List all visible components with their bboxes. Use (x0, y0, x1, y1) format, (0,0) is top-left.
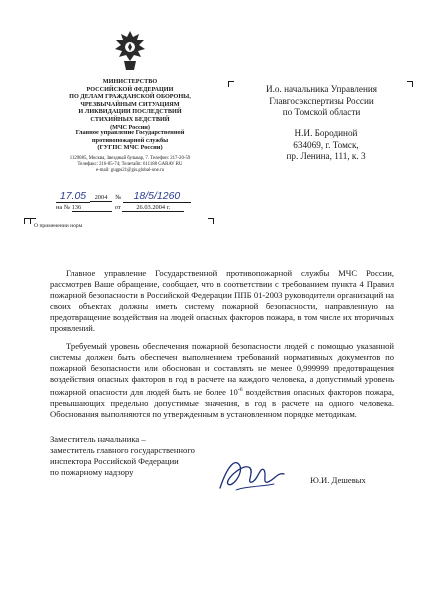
signatory-position (50, 434, 195, 478)
org-line: СТИХИЙНЫХ БЕДСТВИЙ (90, 115, 170, 123)
paragraph-exponent: -6 (237, 387, 243, 394)
subject-bracket-right (208, 218, 214, 224)
sender-department (30, 129, 230, 152)
signatory-name: Ю.И. Дешевых (310, 475, 366, 485)
reference-registration (56, 204, 184, 212)
ref-date: 26.03.2004 г. (122, 204, 184, 212)
body-paragraph (50, 341, 394, 419)
handwritten-signature-icon (210, 454, 290, 498)
ref-from-label: от (114, 204, 121, 211)
org-line: (МЧС России) (110, 123, 150, 131)
contact-line: e-mail: gugps21@gis.global-one.ru (96, 168, 164, 173)
position-line: по пожарному надзору (50, 466, 134, 477)
position-line: инспектора Российской Федерации (50, 455, 179, 466)
body-paragraph: Главное управление Государственной противопожарной службы МЧС России, рассмотрев Ваше обращение, сообщает, что в соответствии с требованием пункта 4 Правил пожарной безопасности в Российской Федерации ППБ 01-2003 руководители организаций на своих объектах должны иметь систему пожарной безопасности, направленную на предотвращение воздействия на людей опасных факторов пожара, в том числе их вторичных проявлений. (50, 268, 394, 333)
paragraph-text: Требуемый уровень обеспечения пожарной безопасности людей с помощью указанной системы должен быть обеспечен выполнением требований нормативных документов по пожарной безопасности или обоснован и составлять не менее 0,999999 предотвращения воздействия опасных факторов в год в расчете на каждого человека, а допустимый уровень пожарной опасности для людей быть не более 10 (50, 341, 394, 397)
dept-line: Главное управление Государственной (75, 129, 185, 136)
recipient-position (234, 84, 409, 119)
ref-number: 136 (72, 204, 112, 212)
recipient-line: пр. Ленина, 111, к. 3 (286, 151, 366, 161)
contact-line: Телефакс: 216-85-74; Телетайп: 611188 GARAV RU (77, 162, 183, 167)
position-line: заместитель главного государственного (50, 444, 195, 455)
sender-organization (30, 78, 230, 131)
ref-label: на № (56, 204, 70, 211)
recipient-line: по Томской области (282, 107, 361, 117)
org-line: ЧРЕЗВЫЧАЙНЫМ СИТУАЦИЯМ (80, 100, 180, 108)
dept-line: противопожарной службы (91, 136, 169, 144)
letter-subject: О применении норм (34, 223, 83, 229)
registration-year: 2004 (90, 194, 112, 202)
org-line: РОССИЙСКОЙ ФЕДЕРАЦИИ (86, 85, 174, 93)
recipient-address (238, 128, 414, 163)
org-line: МИНИСТЕРСТВО (102, 78, 158, 85)
mchs-emblem-icon (112, 28, 148, 72)
recipient-line: Н.И. Бородиной (294, 128, 358, 138)
org-line: ПО ДЕЛАМ ГРАЖДАНСКОЙ ОБОРОНЫ, (69, 93, 191, 101)
position-line: Заместитель начальника – (50, 434, 146, 444)
sender-contacts (30, 156, 230, 174)
outgoing-registration (56, 190, 191, 203)
paragraph-text: воздействия опасных факторов пожара, превышающих предельно допустимые значения, в год в расчете на одного человека. Обоснования выполняются по утвержденным в установленном порядке методикам. (50, 386, 394, 419)
handwritten-outgoing-number: 18/5/1260 (123, 190, 191, 203)
recipient-line: 634069, г. Томск, (293, 139, 359, 150)
letter-body (50, 268, 394, 428)
number-label: № (115, 194, 122, 201)
recipient-line: И.о. начальника Управления (265, 84, 378, 94)
recipient-line: Главгосэкспертизы России (269, 95, 374, 106)
handwritten-date: 17.05 (56, 190, 90, 203)
dept-line: (ГУГПС МЧС России) (97, 144, 163, 152)
org-line: И ЛИКВИДАЦИИ ПОСЛЕДСТВИЙ (78, 108, 182, 116)
contact-line: 1129085, Москва, Звездный бульвар, 7. Телефон: 217-20-59 (69, 156, 191, 161)
